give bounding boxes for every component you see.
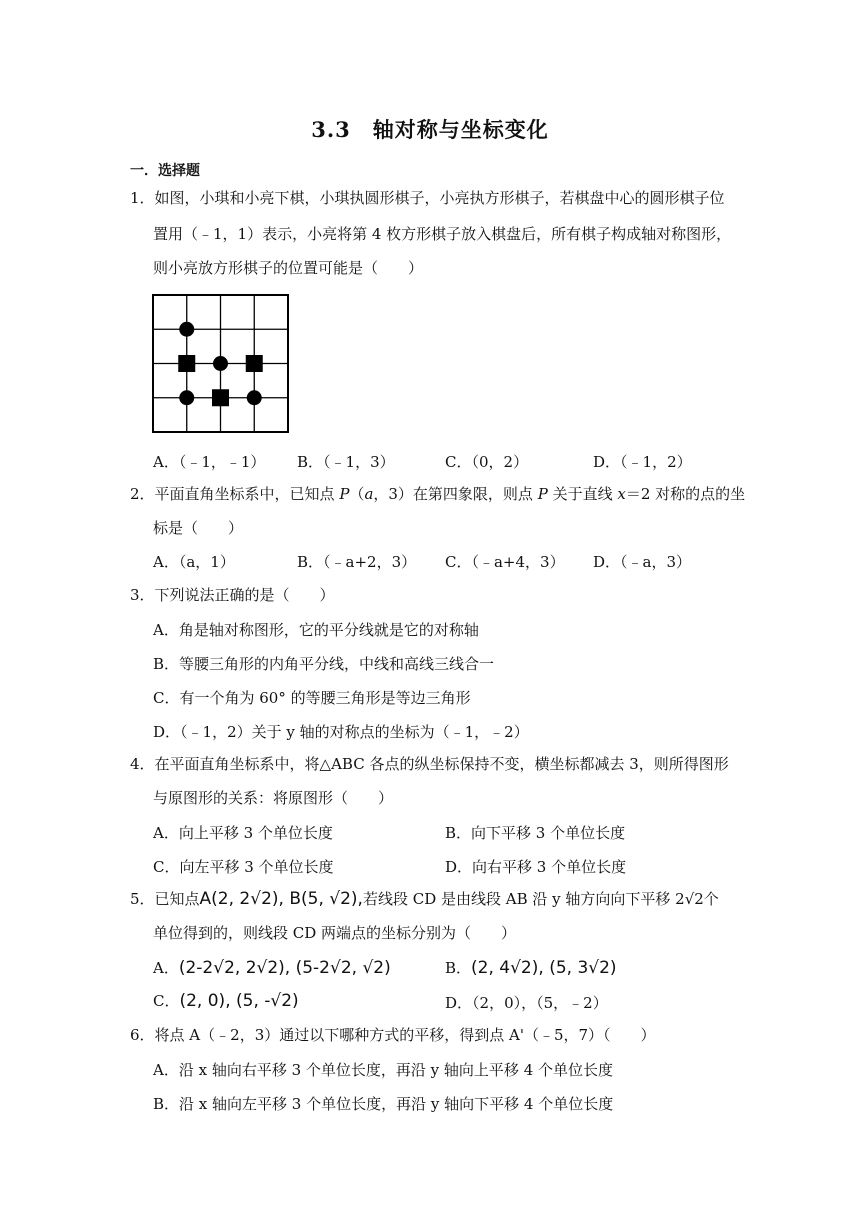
q2-text: 关于直线 (547, 485, 618, 503)
q2-line-1 (130, 484, 745, 504)
q2-text: ＝2 对称的点的坐 (625, 485, 746, 503)
q4-line-2: 与原图形的关系：将原图形（ ） (153, 789, 394, 807)
page-title: 3.3 轴对称与坐标变化 (311, 117, 549, 142)
q4-line-1: 4．在平面直角坐标系中，将△ABC 各点的纵坐标保持不变，横坐标都减去 3，则所得图形 (130, 755, 729, 773)
square-piece (178, 355, 195, 372)
q1-line-3: 则小亮放方形棋子的位置可能是（ ） (153, 259, 424, 277)
q5-option-a (153, 957, 391, 978)
q5-prefix: 5．已知点 (130, 890, 200, 908)
q2-text: 2．平面直角坐标系中，已知点 (130, 485, 340, 503)
q2-var-p: P (537, 485, 548, 503)
q5-option-b (445, 957, 617, 978)
q3-option-d: D．（﹣1，2）关于 y 轴的对称点的坐标为（﹣1，﹣2） (153, 723, 529, 741)
q5-line-1 (130, 889, 719, 909)
q2-var-p: P (339, 485, 350, 503)
q4-option-c: C．向左平移 3 个单位长度 (153, 858, 334, 876)
q2-text: ，3）在第四象限，则点 (373, 485, 538, 503)
q2-option-c: C．（﹣a+4，3） (445, 553, 565, 571)
q5-option-d: D．（2，0），（5，﹣2） (445, 994, 608, 1012)
round-piece (179, 390, 194, 405)
q1-line-2: 置用（﹣1，1）表示，小亮将第 4 枚方形棋子放入棋盘后，所有棋子构成轴对称图形， (153, 225, 732, 243)
q3-line-1: 3．下列说法正确的是（ ） (130, 586, 335, 604)
chess-board-figure (152, 294, 290, 434)
round-piece (213, 356, 228, 371)
q2-var-a: a (364, 485, 374, 503)
section-heading: 一．选择题 (130, 163, 200, 179)
q5-option-b-formula: (2, 4√2), (5, 3√2) (471, 958, 617, 978)
q6-option-b: B．沿 x 轴向左平移 3 个单位长度，再沿 y 轴向下平移 4 个单位长度 (153, 1095, 614, 1113)
q5-option-c-label: C． (153, 992, 180, 1010)
q4-option-a: A．向上平移 3 个单位长度 (153, 824, 333, 842)
square-piece (246, 355, 263, 372)
q1-option-a: A．（﹣1，﹣1） (153, 453, 266, 471)
q2-option-d: D．（﹣a，3） (593, 553, 692, 571)
q6-option-a: A．沿 x 轴向右平移 3 个单位长度，再沿 y 轴向上平移 4 个单位长度 (153, 1061, 614, 1079)
round-piece (179, 322, 194, 337)
q2-var-x: x (617, 485, 626, 503)
q2-option-b: B．（﹣a+2，3） (297, 553, 417, 571)
q5-option-b-label: B． (445, 959, 472, 977)
q5-line-2: 单位得到的，则线段 CD 两端点的坐标分别为（ ） (153, 924, 517, 942)
q3-option-c: C．有一个角为 60° 的等腰三角形是等边三角形 (153, 689, 471, 707)
q1-option-c: C．（0，2） (445, 453, 529, 471)
q4-option-d: D．向右平移 3 个单位长度 (445, 858, 627, 876)
q1-option-b: B．（﹣1，3） (297, 453, 395, 471)
square-piece (212, 389, 229, 406)
q5-option-a-label: A． (153, 959, 179, 977)
q3-option-b: B．等腰三角形的内角平分线，中线和高线三线合一 (153, 655, 495, 673)
q4-option-b: B．向下平移 3 个单位长度 (445, 824, 626, 842)
q2-option-a: A．（a，1） (153, 553, 235, 571)
q5-option-c (153, 990, 299, 1011)
q5-suffix: 若线段 CD 是由线段 AB 沿 y 轴方向向下平移 2√2个 (362, 890, 719, 908)
q5-option-a-formula: (2-2√2, 2√2), (5-2√2, √2) (178, 958, 391, 978)
q2-line-2: 标是（ ） (153, 519, 244, 537)
q1-option-d: D．（﹣1，2） (593, 453, 692, 471)
q5-option-c-formula: (2, 0), (5, -√2) (179, 991, 299, 1011)
q1-line-1: 1．如图，小琪和小亮下棋，小琪执圆形棋子，小亮执方形棋子，若棋盘中心的圆形棋子位 (130, 189, 725, 207)
q5-points-formula: A(2, 2√2), B(5, √2), (199, 889, 363, 909)
q6-line-1: 6．将点 A（﹣2，3）通过以下哪种方式的平移，得到点 A'（﹣5，7）（ ） (130, 1026, 656, 1044)
round-piece (247, 390, 262, 405)
q3-option-a: A．角是轴对称图形，它的平分线就是它的对称轴 (153, 621, 479, 639)
q2-text: （ (349, 485, 365, 503)
